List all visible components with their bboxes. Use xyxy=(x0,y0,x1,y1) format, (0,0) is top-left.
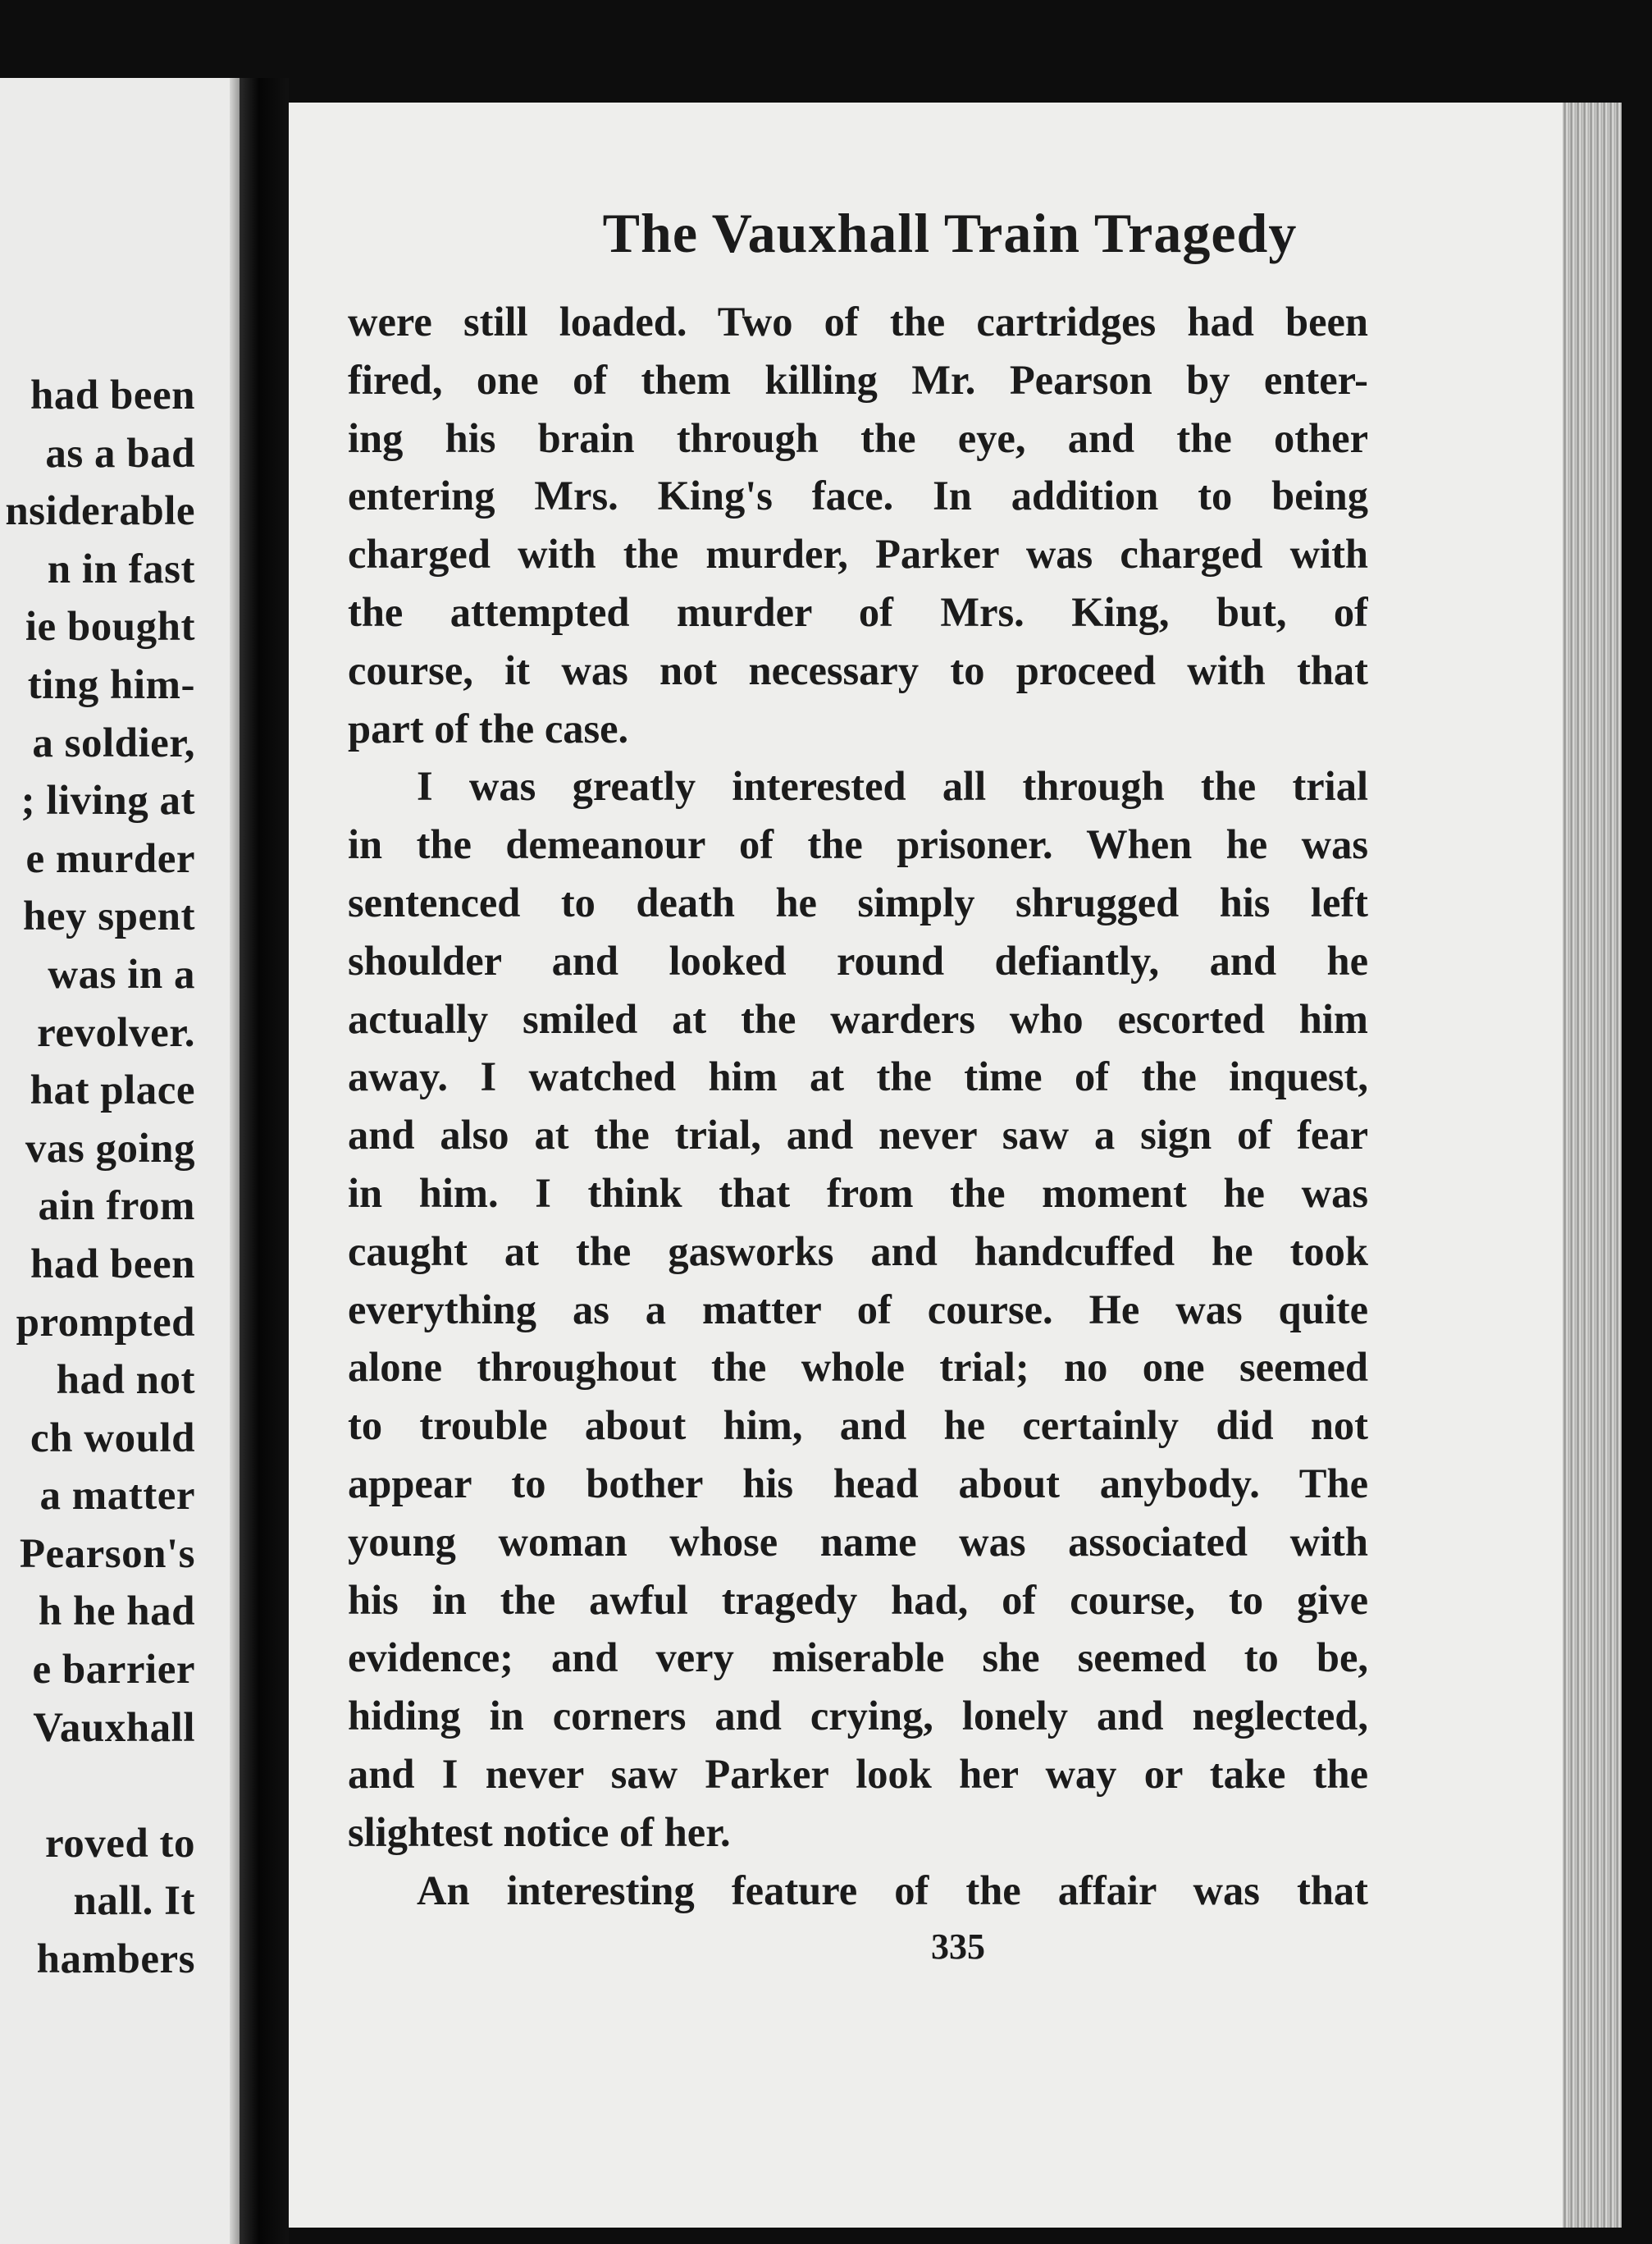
text-line: fired, one of them killing Mr. Pearson by enter- xyxy=(348,356,1368,403)
text-line: alone throughout the whole trial; no one seemed xyxy=(348,1344,1368,1391)
text-line: An interesting feature of the affair was that xyxy=(417,1867,1368,1913)
left-line: was in a xyxy=(48,951,195,998)
left-line: had been xyxy=(30,1241,195,1287)
left-page-shadow xyxy=(230,78,240,2244)
text-line: to trouble about him, and he certainly did not xyxy=(348,1402,1368,1449)
left-line: a soldier, xyxy=(32,720,195,766)
text-line: and I never saw Parker look her way or take the xyxy=(348,1750,1368,1797)
text-line: away. I watched him at the time of the inquest, xyxy=(348,1053,1368,1100)
text-line: charged with the murder, Parker was charged with xyxy=(348,531,1368,578)
left-line: hambers xyxy=(36,1936,195,1983)
left-line: had been xyxy=(30,372,195,418)
text-line: everything as a matter of course. He was quite xyxy=(348,1286,1368,1332)
left-line: ain from xyxy=(38,1183,195,1230)
book-gutter xyxy=(240,78,289,2244)
left-line: nall. It xyxy=(73,1878,195,1925)
left-line: ch would xyxy=(30,1414,195,1461)
left-line: hat place xyxy=(30,1067,195,1114)
left-line: roved to xyxy=(45,1820,195,1867)
left-line: revolver. xyxy=(37,1009,195,1056)
left-line: had not xyxy=(56,1357,195,1404)
text-line: slightest notice of her. xyxy=(348,1808,731,1855)
text-line: and also at the trial, and never saw a sign of fear xyxy=(348,1112,1368,1159)
left-line: h he had xyxy=(38,1588,195,1635)
text-line: shoulder and looked round defiantly, and he xyxy=(348,937,1368,984)
left-line: n in fast xyxy=(47,546,195,592)
left-line: as a bad xyxy=(45,430,195,477)
left-line xyxy=(5,1757,195,1815)
text-line: caught at the gasworks and handcuffed he took xyxy=(348,1227,1368,1274)
running-head: The Vauxhall Train Tragedy xyxy=(602,202,1298,264)
text-line: part of the case. xyxy=(348,705,629,752)
text-line: ing his brain through the eye, and the other xyxy=(348,414,1368,461)
left-line: a matter xyxy=(39,1473,195,1520)
body-text xyxy=(348,293,1368,1919)
text-line: sentenced to death he simply shrugged his left xyxy=(348,879,1368,925)
text-line: I was greatly interested all through the trial xyxy=(417,763,1368,810)
text-line: actually smiled at the warders who escorted him xyxy=(348,995,1368,1042)
text-line: were still loaded. Two of the cartridges had been xyxy=(348,299,1368,345)
text-line: entering Mrs. King's face. In addition to being xyxy=(348,473,1368,519)
page-edge xyxy=(1563,103,1622,2228)
left-line: e barrier xyxy=(32,1647,195,1693)
left-line: hey spent xyxy=(23,893,195,940)
left-page-text xyxy=(5,367,195,1989)
left-line: ; living at xyxy=(21,778,195,825)
left-line: ie bought xyxy=(25,604,195,651)
text-line: appear to bother his head about anybody. The xyxy=(348,1460,1368,1506)
left-line: ting him- xyxy=(27,661,195,708)
left-line: Vauxhall xyxy=(33,1704,195,1751)
text-line: hiding in corners and crying, lonely and neglected, xyxy=(348,1693,1368,1739)
text-line: his in the awful tragedy had, of course, to give xyxy=(348,1576,1368,1623)
left-page xyxy=(0,78,240,2244)
left-line: prompted xyxy=(16,1299,195,1346)
text-line: in him. I think that from the moment he was xyxy=(348,1169,1368,1216)
right-page xyxy=(289,103,1611,2228)
left-line: vas going xyxy=(25,1125,195,1172)
text-line: the attempted murder of Mrs. King, but, of xyxy=(348,588,1368,635)
left-line: e murder xyxy=(25,835,195,882)
text-line: in the demeanour of the prisoner. When he was xyxy=(348,821,1368,868)
left-line: Pearson's xyxy=(19,1530,195,1577)
text-line: evidence; and very miserable she seemed to be, xyxy=(348,1634,1368,1681)
text-line: course, it was not necessary to proceed with that xyxy=(348,647,1368,693)
text-line: young woman whose name was associated with xyxy=(348,1518,1368,1565)
page-number: 335 xyxy=(931,1926,985,1967)
left-line: nsiderable xyxy=(5,488,195,535)
